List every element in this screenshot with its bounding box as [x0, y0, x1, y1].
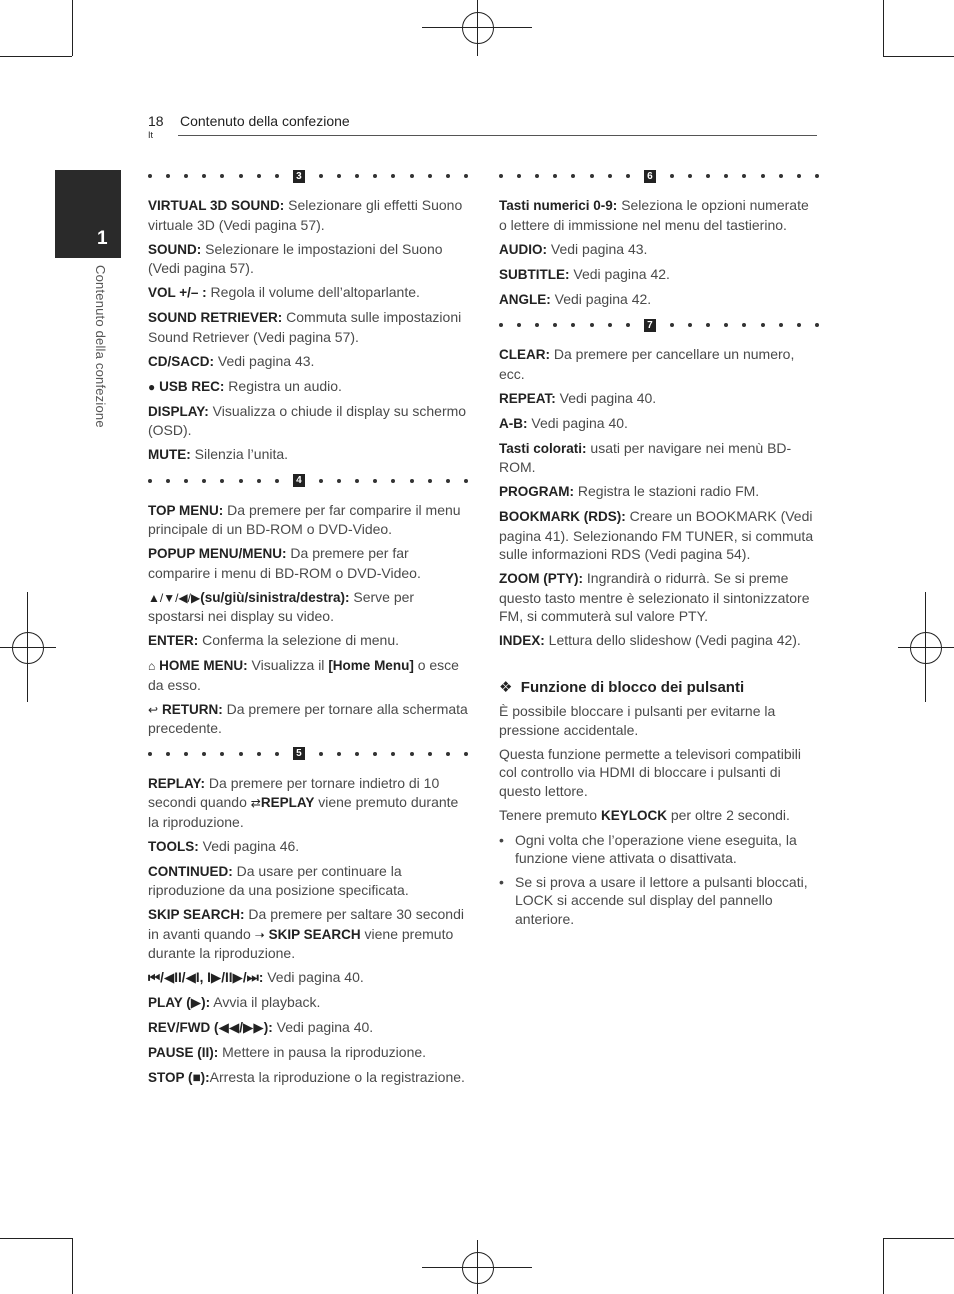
left-column — [148, 168, 468, 1093]
crop-mark — [72, 1238, 73, 1294]
list-item: • Ogni volta che l’operazione viene eseguita, la funzione viene attivata o disattivata. — [515, 831, 819, 868]
list-item: POPUP MENU/MENU: Da premere per far comparire i menu di BD-ROM o DVD-Video. — [148, 545, 421, 581]
list-item: MUTE: Silenzia l’unita. — [148, 446, 289, 462]
list-item: REPLAY: Da premere per tornare indietro di 10 secondi quando ⇄REPLAY viene premuto durante la riproduzione. — [148, 774, 459, 830]
list-item: ↩ RETURN: Da premere per tornare alla schermata precedente. — [148, 700, 468, 736]
list-item: SOUND RETRIEVER: Commuta sulle impostazioni Sound Retriever (Vedi pagina 57). — [148, 309, 462, 345]
section-marker: 3 — [293, 170, 305, 183]
page-header-title: Contenuto della confezione — [180, 113, 350, 129]
registration-line — [925, 592, 926, 702]
crop-mark — [883, 1238, 884, 1294]
list-item: VOL +/– : Regola il volume dell’altoparlante. — [148, 284, 420, 300]
list-item: ANGLE: Vedi pagina 42. — [499, 290, 652, 307]
list-item: • Se si prova a usare il lettore a pulsanti bloccati, LOCK si accende sul display del pannello anteriore. — [515, 873, 819, 929]
list-item: Tasti colorati: usati per navigare nei menù BD-ROM. — [499, 439, 792, 475]
chapter-tab — [55, 170, 121, 258]
list-item: AUDIO: Vedi pagina 43. — [499, 240, 648, 257]
arrow-keys-icon: ▲/▼/◀/▶ — [148, 590, 201, 605]
section-divider-6 — [499, 168, 819, 184]
list-item: ⏮/◀II/◀I, I▶/II▶/⏭: Vedi pagina 40. — [148, 969, 364, 985]
crop-mark — [0, 56, 72, 57]
paragraph: Tenere premuto KEYLOCK per oltre 2 secondi. — [499, 806, 790, 823]
section-divider-5 — [148, 746, 468, 762]
crop-mark — [883, 1238, 954, 1239]
chapter-side-label: Contenuto della confezione — [93, 265, 108, 428]
crop-mark — [0, 1238, 72, 1239]
section-divider-7 — [499, 317, 819, 333]
section-marker: 5 — [293, 747, 305, 760]
list-item: ▲/▼/◀/▶(su/giù/sinistra/destra): Serve per spostarsi nei display su video. — [148, 588, 415, 624]
right-column — [499, 168, 819, 933]
section-divider-4 — [148, 473, 468, 489]
list-item: SUBTITLE: Vedi pagina 42. — [499, 265, 670, 282]
registration-mark — [462, 1252, 494, 1284]
paragraph: Questa funzione permette a televisori compatibili col controllo via HDMI di bloccare i pulsanti di questo lettore. — [499, 745, 801, 799]
list-item: DISPLAY: Visualizza o chiude il display su schermo (OSD). — [148, 402, 467, 438]
list-item: PROGRAM: Registra le stazioni radio FM. — [499, 483, 760, 499]
list-item: ● USB REC: Registra un audio. — [148, 377, 342, 394]
replay-icon: ⇄ — [250, 796, 261, 810]
list-item: PLAY (▶): Avvia il playback. — [148, 994, 321, 1010]
language-code: It — [148, 130, 154, 140]
list-item: VIRTUAL 3D SOUND: Selezionare gli effetti Suono virtuale 3D (Vedi pagina 57). — [148, 197, 463, 233]
crop-mark — [883, 56, 954, 57]
crop-mark — [72, 0, 73, 56]
chapter-number: 1 — [97, 228, 108, 249]
registration-mark — [12, 632, 44, 664]
list-item: PAUSE (II): Mettere in pausa la riproduzione. — [148, 1044, 427, 1060]
registration-mark — [462, 12, 494, 44]
record-dot-icon: ● — [148, 379, 156, 394]
list-item: REV/FWD (◀◀/▶▶): Vedi pagina 40. — [148, 1019, 374, 1035]
home-icon: ⌂ — [148, 659, 156, 673]
list-item: TOP MENU: Da premere per far comparire il menu principale di un BD-ROM o DVD-Video. — [148, 501, 461, 537]
list-item: STOP (■):Arresta la riproduzione o la registrazione. — [148, 1069, 465, 1085]
list-item: SKIP SEARCH: Da premere per saltare 30 secondi in avanti quando ➝ SKIP SEARCH viene premuto durante la riproduzione. — [148, 906, 464, 961]
crop-mark — [883, 0, 884, 56]
header-rule — [178, 135, 817, 136]
list-item: A-B: Vedi pagina 40. — [499, 414, 628, 431]
diamond-bullet-icon: ❖ — [499, 678, 513, 696]
list-item: BOOKMARK (RDS): Creare un BOOKMARK (Vedi pagina 41). Selezionando FM TUNER, si commuta sulle informazioni RDS (Vedi pagina 54). — [499, 508, 814, 562]
list-item: REPEAT: Vedi pagina 40. — [499, 389, 657, 406]
list-item: INDEX: Lettura dello slideshow (Vedi pagina 42). — [499, 632, 801, 648]
section-marker: 4 — [293, 474, 305, 487]
list-item: ⌂ HOME MENU: Visualizza il [Home Menu] o esce da esso. — [148, 657, 459, 693]
list-item: ENTER: Conferma la selezione di menu. — [148, 632, 400, 648]
page-number: 18 — [148, 113, 164, 129]
list-item: SOUND: Selezionare le impostazioni del Suono (Vedi pagina 57). — [148, 240, 443, 276]
section-divider-3 — [148, 168, 468, 184]
registration-line — [0, 647, 56, 648]
skip-arrow-icon: ➝ — [254, 927, 265, 942]
return-icon: ↩ — [148, 702, 159, 717]
list-item: Tasti numerici 0-9: Seleziona le opzioni numerate o lettere di immissione nel menu del tastierino. — [499, 197, 809, 233]
bullet-list — [499, 831, 819, 929]
registration-line — [477, 1240, 478, 1294]
list-item: CONTINUED: Da usare per continuare la riproduzione da una posizione specificata. — [148, 862, 409, 898]
registration-line — [27, 592, 28, 702]
section-marker: 6 — [644, 170, 656, 183]
list-item: CLEAR: Da premere per cancellare un numero, ecc. — [499, 346, 795, 382]
paragraph: È possibile bloccare i pulsanti per evitarne la pressione accidentale. — [499, 703, 776, 738]
section-heading: ❖ Funzione di blocco dei pulsanti — [499, 678, 745, 696]
list-item: ZOOM (PTY): Ingrandirà o ridurrà. Se si preme questo tasto mentre è selezionato il sintonizzatore FM, si commuterà sul valore PTY. — [499, 570, 810, 624]
registration-line — [898, 647, 954, 648]
list-item: TOOLS: Vedi pagina 46. — [148, 837, 300, 854]
list-item: CD/SACD: Vedi pagina 43. — [148, 352, 315, 369]
registration-line — [477, 0, 478, 56]
registration-mark — [910, 632, 942, 664]
section-marker: 7 — [644, 319, 656, 332]
